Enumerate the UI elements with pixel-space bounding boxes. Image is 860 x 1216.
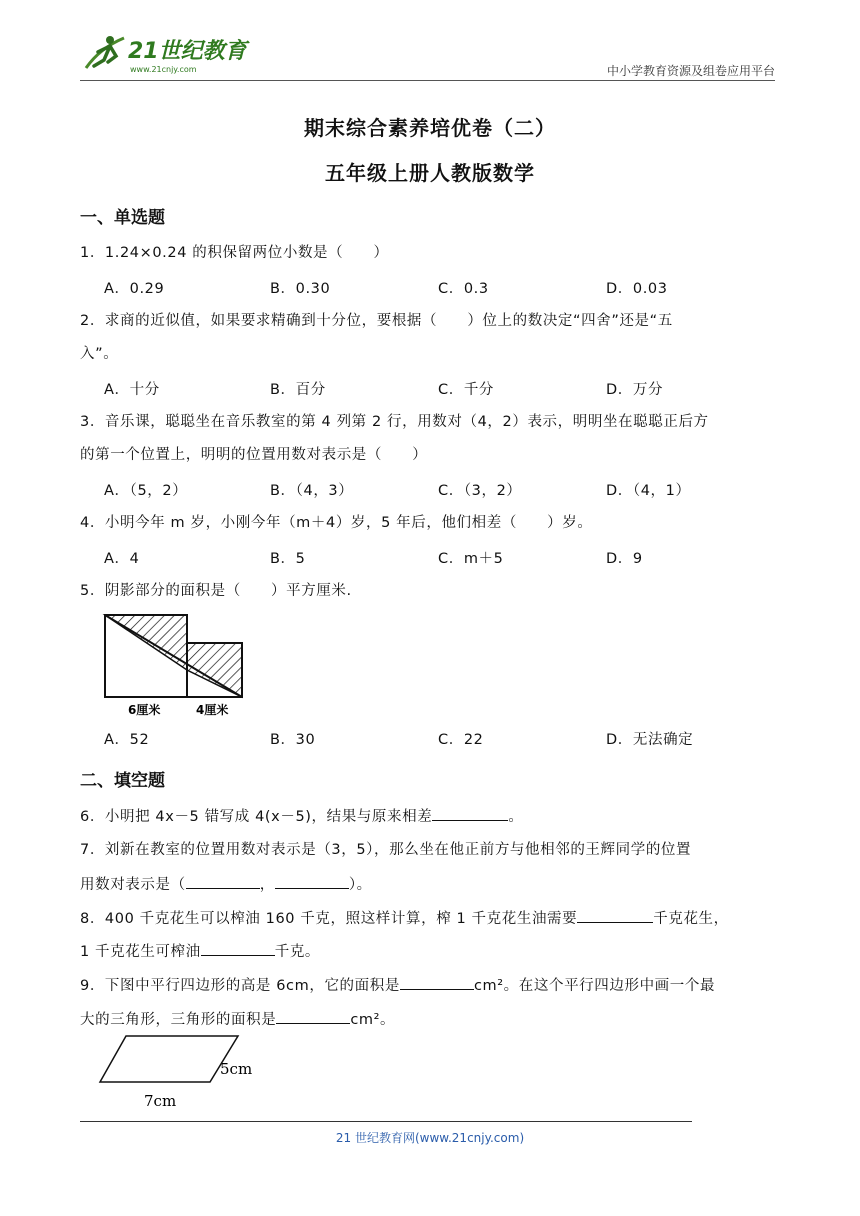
q8-answer-blank-2[interactable]	[201, 941, 275, 956]
figure-label-4cm: 4厘米	[196, 703, 229, 717]
section-heading-fill-blank: 二、填空题	[80, 771, 165, 791]
q1-option-d: D．0.03	[606, 281, 668, 297]
footer-divider	[80, 1121, 692, 1122]
q4-option-a: A．4	[104, 551, 140, 567]
question-2-line-2: 入”。	[80, 346, 119, 362]
q8-text-2: 1 千克花生可榨油	[80, 944, 201, 960]
figure-label-7cm: 7cm	[144, 1092, 177, 1110]
question-8-line-1	[80, 908, 729, 929]
q9-text-2: 大的三角形，三角形的面积是	[80, 1012, 277, 1028]
site-logo	[80, 30, 250, 78]
q1-option-a: A．0.29	[104, 281, 165, 297]
q6-text: 6．小明把 4x－5 错写成 4(x－5)，结果与原来相差	[80, 809, 433, 825]
q5-option-a: A．52	[104, 732, 150, 748]
q3-option-c: C．（3，2）	[438, 483, 522, 499]
question-6	[80, 806, 523, 827]
q8-text-mid: 千克花生，	[653, 911, 729, 927]
question-9-line-1	[80, 975, 715, 996]
question-5: 5．阴影部分的面积是（ ）平方厘米.	[80, 583, 352, 599]
q8-text-end: 千克。	[274, 944, 321, 960]
q7-text-end: ）。	[348, 877, 372, 893]
q2-option-a: A．十分	[104, 382, 160, 398]
question-2-line-1: 2．求商的近似值，如果要求精确到十分位，要根据（ ）位上的数决定“四舍”还是“五	[80, 313, 673, 329]
q6-answer-blank[interactable]	[432, 806, 508, 821]
q8-answer-blank-1[interactable]	[577, 908, 653, 923]
q9-text-end: cm²。	[350, 1012, 396, 1028]
question-9-line-2	[80, 1009, 395, 1030]
header-divider	[80, 80, 775, 81]
q2-option-d: D．万分	[606, 382, 664, 398]
q9-answer-blank-2[interactable]	[276, 1009, 350, 1024]
runner-logo-icon	[80, 30, 250, 78]
section-heading-single-choice: 一、单选题	[80, 208, 165, 228]
q7-answer-blank-1[interactable]	[186, 874, 260, 889]
question-7-line-2	[80, 874, 372, 895]
question-7-line-1: 7．刘新在教室的位置用数对表示是（3，5），那么坐在他正前方与他相邻的王辉同学的位置	[80, 842, 692, 858]
q7-comma: ，	[259, 877, 275, 893]
question-1: 1．1.24×0.24 的积保留两位小数是（ ）	[80, 245, 389, 261]
q9-text: 9．下图中平行四边形的高是 6cm，它的面积是	[80, 978, 400, 994]
q5-option-d: D．无法确定	[606, 732, 694, 748]
question-4: 4．小明今年 m 岁，小刚今年（m＋4）岁，5 年后，他们相差（ ）岁。	[80, 515, 593, 531]
q5-option-c: C．22	[438, 732, 484, 748]
page-subtitle: 五年级上册人教版数学	[325, 161, 535, 185]
header-tagline: 中小学教育资源及组卷应用平台	[606, 64, 775, 78]
q2-option-b: B．百分	[270, 382, 326, 398]
page-title: 期末综合素养培优卷（二）	[304, 116, 556, 140]
q3-option-d: D．（4，1）	[606, 483, 691, 499]
q1-option-c: C．0.3	[438, 281, 489, 297]
shaded-squares-figure	[100, 610, 250, 720]
figure-label-5cm: 5cm	[220, 1060, 253, 1078]
q3-option-b: B．（4，3）	[270, 483, 354, 499]
q1-option-b: B．0.30	[270, 281, 331, 297]
logo-text: 21世纪教育	[128, 39, 247, 64]
q9-text-mid: cm²。在这个平行四边形中画一个最	[473, 978, 716, 994]
question-8-line-2	[80, 941, 320, 962]
q2-option-c: C．千分	[438, 382, 495, 398]
q7-answer-blank-2[interactable]	[275, 874, 349, 889]
question-3-line-2: 的第一个位置上，明明的位置用数对表示是（ ）	[80, 447, 428, 463]
q4-option-c: C．m＋5	[438, 551, 504, 567]
parallelogram-figure	[98, 1034, 268, 1110]
q4-option-b: B．5	[270, 551, 306, 567]
logo-url: www.21cnjy.com	[130, 65, 197, 74]
q4-option-d: D．9	[606, 551, 643, 567]
q9-answer-blank-1[interactable]	[400, 975, 474, 990]
question-3-line-1: 3．音乐课，聪聪坐在音乐教室的第 4 列第 2 行，用数对（4，2）表示，明明坐在聪聪正后方	[80, 414, 709, 430]
q7-text: 用数对表示是（	[80, 877, 186, 893]
q3-option-a: A．（5，2）	[104, 483, 188, 499]
q6-text-end: 。	[508, 809, 524, 825]
figure-label-6cm: 6厘米	[128, 703, 161, 717]
q8-text: 8．400 千克花生可以榨油 160 千克，照这样计算，榨 1 千克花生油需要	[80, 911, 578, 927]
footer-link[interactable]: 21 世纪教育网(www.21cnjy.com)	[335, 1131, 525, 1145]
q5-option-b: B．30	[270, 732, 316, 748]
